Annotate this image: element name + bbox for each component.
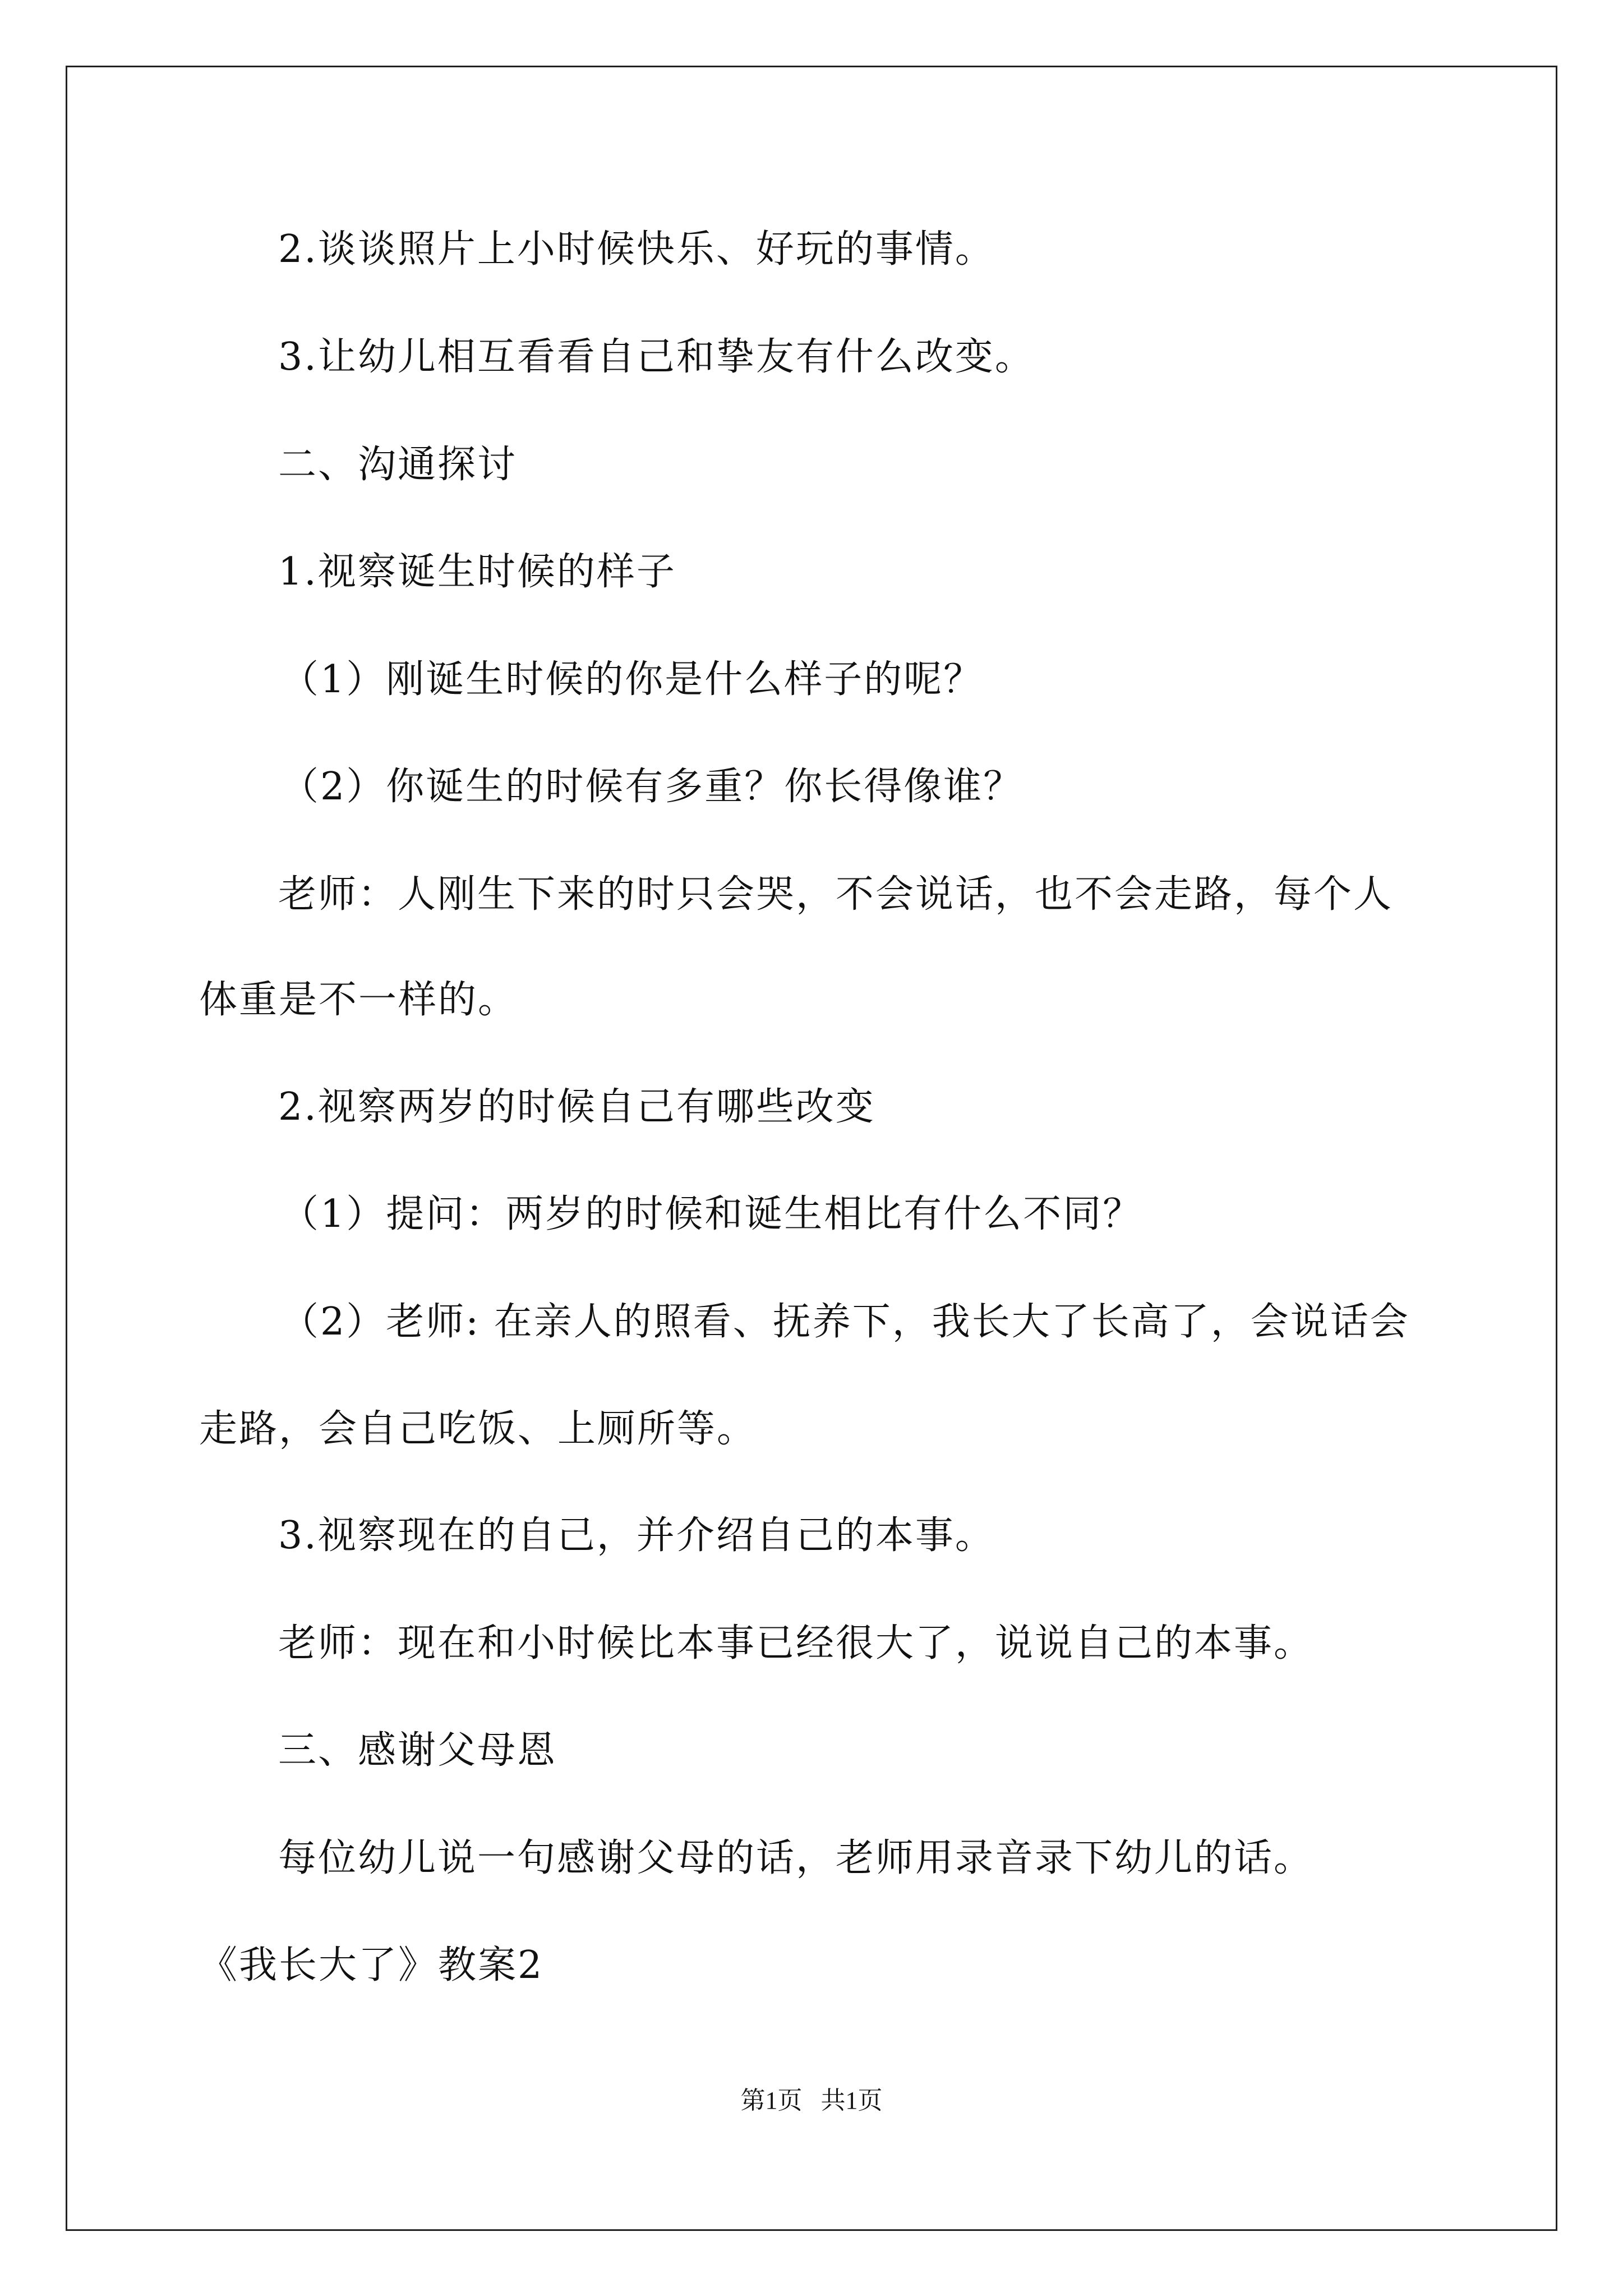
body-line: 3.视察现在的自己，并介绍自己的本事。 — [278, 1513, 995, 1558]
body-line: 老师：现在和小时候比本事已经很大了，说说自己的本事。 — [278, 1621, 1314, 1665]
body-line: 3.让幼儿相互看看自己和挚友有什么改变。 — [278, 335, 1035, 379]
page-border — [66, 66, 1557, 2231]
body-line: （2）你诞生的时候有多重？你长得像谁？ — [280, 765, 1023, 809]
body-line: 1.视察诞生时候的样子 — [278, 550, 676, 594]
body-line: 走路，会自己吃饭、上厕所等。 — [199, 1407, 757, 1451]
section-heading: 二、沟通探讨 — [278, 443, 518, 487]
page-footer: 第1页 共1页 — [740, 2087, 883, 2114]
body-line: （1）提问：两岁的时候和诞生相比有什么不同？ — [280, 1192, 1143, 1236]
body-line: 体重是不一样的。 — [199, 978, 518, 1022]
body-line: （1）刚诞生时候的你是什么样子的呢？ — [280, 657, 984, 702]
body-line: 每位幼儿说一句感谢父母的话，老师用录音录下幼儿的话。 — [278, 1836, 1314, 1880]
document-title: 《我长大了》教案2 — [199, 1943, 544, 1987]
body-line: 2.视察两岁的时候自己有哪些改变 — [278, 1085, 875, 1129]
body-line: （2）老师: 在亲人的照看、抚养下，我长大了长高了，会说话会 — [280, 1300, 1410, 1344]
section-heading: 三、感谢父母恩 — [278, 1728, 557, 1773]
body-line: 老师：人刚生下来的时只会哭，不会说话，也不会走路，每个人 — [278, 872, 1394, 917]
body-line: 2.谈谈照片上小时候快乐、好玩的事情。 — [278, 227, 995, 272]
